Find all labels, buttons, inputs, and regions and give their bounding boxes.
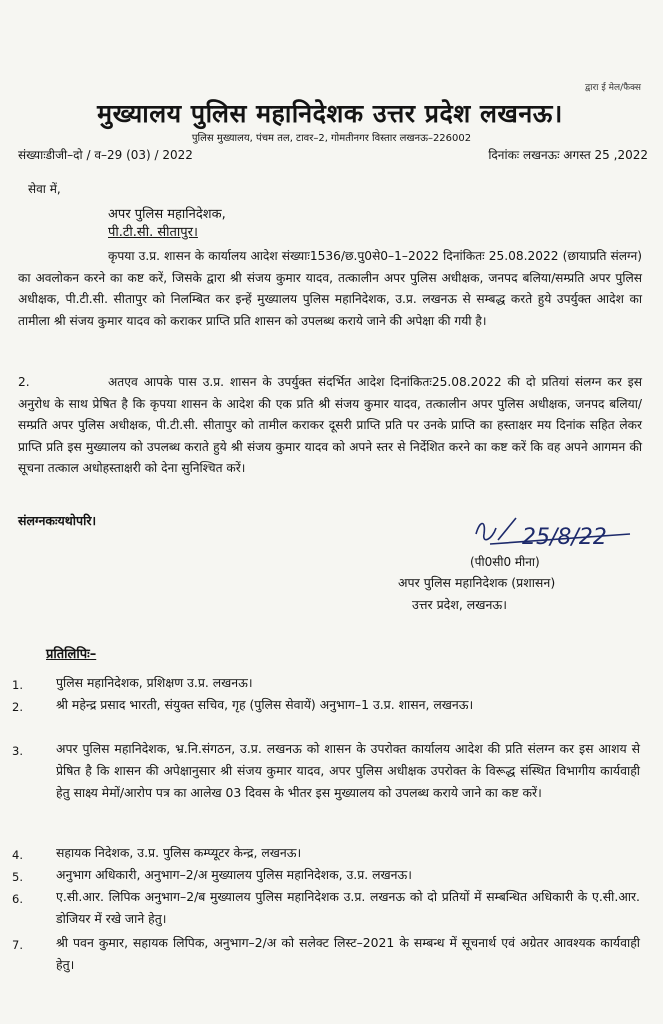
reference-number: संख्याःडीजी–दो / व–29 (03) / 2022	[18, 148, 193, 162]
paragraph-1-text: कृपया उ.प्र. शासन के कार्यालय आदेश संख्याः1536/छ.पु0से0–1–2022 दिनांकितः 25.08.2022 (छायाप्रति संलग्न) का अवलोकन करने का कष्ट करें, जिसके द्वारा श्री संजय कुमार यादव, तत्कालीन अपर पुलिस अधीक्षक, जनपद बलिया/सम्प्रति अपर पुलिस अधीक्षक, पी.टी.सी. सीतापुर को निलम्बित कर इन्हें मुख्यालय पुलिस महानिदेशक, उ.प्र. लखनऊ से सम्बद्ध करते हुये उपर्युक्त आदेश का तामीला श्री संजय कुमार यादव को कराकर प्राप्ति प्रति शासन को उपलब्ध कराये जाने की अपेक्षा की गयी है।	[18, 249, 642, 328]
paragraph-2-number: 2.	[18, 375, 30, 389]
paragraph-1	[18, 246, 642, 332]
paragraph-2-text: अतएव आपके पास उ.प्र. शासन के उपर्युक्त संदर्भित आदेश दिनांकितः25.08.2022 की दो प्रतियां संलग्न कर इस अनुरोध के साथ प्रेषित है कि कृपया शासन के आदेश की एक प्रति श्री संजय कुमार यादव, तत्कालीन अपर पुलिस अधीक्षक, जनपद बलिया/सम्प्रति अपर पुलिस अधीक्षक, पी.टी.सी. सीतापुर को तामील कराकर दूसरी प्राप्ति प्रति पर उनके प्राप्ति का हस्ताक्षर मय दिनांक सहित लेकर प्राप्ति प्रति इस मुख्यालय को उपलब्ध कराते हुये श्री संजय कुमार यादव को अपने स्तर से निर्देशित करने का कष्ट करें कि वह अपने आगमन की सूचना तत्काल अधोहस्ताक्षरी को देना सुनिश्चित करें।	[18, 375, 642, 475]
paragraph-2	[18, 372, 642, 480]
letterhead-address: पुलिस मुख्यालय, पंचम तल, टावर–2, गोमतीनगर विस्तार लखनऊ–226002	[191, 133, 472, 144]
signatory-location: उत्तर प्रदेश, लखनऊ।	[412, 597, 507, 612]
addressee-line-1: अपर पुलिस महानिदेशक,	[108, 207, 226, 222]
copy-to-heading: प्रतिलिपिः–	[46, 647, 97, 662]
enclosure-note: संलग्नकःयथोपरि।	[18, 513, 97, 528]
letter-date: दिनांकः लखनऊः अगस्त 25 ,2022	[488, 148, 648, 162]
signatory-designation: अपर पुलिस महानिदेशक (प्रशासन)	[398, 575, 556, 590]
courier-note: द्वारा ई मेल/फैक्स	[584, 83, 641, 93]
signatory-name: (पी0सी0 मीना)	[470, 555, 540, 569]
reference-row	[18, 146, 648, 163]
addressee-line-2: पी.टी.सी. सीतापुर।	[108, 225, 198, 240]
salutation: सेवा में,	[28, 182, 61, 196]
letter-page: द्वारा ई मेल/फैक्स मुख्यालय पुलिस महानिदेशक उत्तर प्रदेश लखनऊ। पुलिस मुख्यालय, पंचम तल, टावर–2, गोमतीनगर विस्तार लखनऊ–226002 संख्याःडीजी–दो / व–29 (03) / 2022 दिनांकः लखनऊः अगस्त 25 ,2022 सेवा में, अपर पुलिस महानिदेशक, पी.टी.सी. सीतापुर। कृपया उ.प्र. शासन के कार्यालय आदेश संख्याः1536/छ.पु0से0–1–2022 दिनांकितः 25.08.2022 (छायाप्रति संलग्न) का अवलोकन करने का कष्ट करें, जिसके द्वारा श्री संजय कुमार यादव, तत्कालीन अपर पुलिस अधीक्षक, जनपद बलिया/सम्प्रति अपर पुलिस अधीक्षक, पी.टी.सी. सीतापुर को निलम्बित कर इन्हें मुख्यालय पुलिस महानिदेशक, उ.प्र. लखनऊ से सम्बद्ध करते हुये उपर्युक्त आदेश का तामीला श्री संजय कुमार यादव को कराकर प्राप्ति प्रति शासन को उपलब्ध कराये जाने की अपेक्षा की गयी है। 2. अतएव आपके पास उ.प्र. शासन के उपर्युक्त संदर्भित आदेश दिनांकितः25.08.2022 की दो प्रतियां संलग्न कर इस अनुरोध के साथ प्रेषित है कि कृपया शासन के आदेश की एक प्रति श्री संजय कुमार यादव, तत्कालीन अपर पुलिस अधीक्षक, जनपद बलिया/सम्प्रति अपर पुलिस अधीक्षक, पी.टी.सी. सीतापुर को तामील कराकर दूसरी प्राप्ति प्रति पर उनके प्राप्ति का हस्ताक्षर मय दिनांक सहित लेकर प्राप्ति प्रति इस मुख्यालय को उपलब्ध कराते हुये श्री संजय कुमार यादव को अपने स्तर से निर्देशित करने का कष्ट करें कि वह अपने आगमन की सूचना तत्काल अधोहस्ताक्षरी को देना सुनिश्चित करें। संलग्नकःयथोपरि। 25/8/22 (पी0सी0 मीना) अपर पुलिस महानिदेशक (प्रशासन) उत्तर प्रदेश, लखनऊ। प्रतिलिपिः– 1. पुलिस महानिदेशक, प्रशिक्षण उ.प्र. लखनऊ। 2. श्री महेन्द्र प्रसाद भारती, संयुक्त सचिव, गृह (पुलिस सेवायें) अनुभाग–1 उ.प्र. शासन, लखनऊ। 3. अपर पुलिस महानिदेशक, भ्र.नि.संगठन, उ.प्र. लखनऊ को शासन के उपरोक्त कार्यालय आदेश की प्रति संलग्न कर इस आशय से प्रेषित है कि शासन की अपेक्षानुसार श्री संजय कुमार यादव, अपर पुलिस अधीक्षक उपरोक्त के विरूद्ध संस्थित विभागीय कार्यवाही हेतु साक्ष्य मेमों/आरोप पत्र का आलेख 03 दिवस के भीतर इस मुख्यालय को उपलब्ध कराये जाने का कष्ट करें। 4. सहायक निदेशक, उ.प्र. पुलिस कम्प्यूटर केन्द्र, लखनऊ। 5. अनुभाग अधिकारी, अनुभाग–2/अ मुख्यालय पुलिस महानिदेशक, उ.प्र. लखनऊ। 6. ए.सी.आर. लिपिक अनुभाग–2/ब मुख्यालय पुलिस महानिदेशक उ.प्र. लखनऊ को दो प्रतियों में सम्बन्धित अधिकारी के ए.सी.आर. डोजियर में रखे जाने हेतु। 7. श्री पवन कुमार, सहायक लिपिक, अनुभाग–2/अ को सलेक्ट लिस्ट–2021 के सम्बन्ध में सूचनार्थ एवं अग्रेतर आवश्यक कार्यवाही हेतु।	[0, 0, 663, 1024]
signature-date: 25/8/22	[522, 525, 607, 550]
letterhead-title: मुख्यालय पुलिस महानिदेशक उत्तर प्रदेश लखनऊ।	[97, 99, 563, 128]
